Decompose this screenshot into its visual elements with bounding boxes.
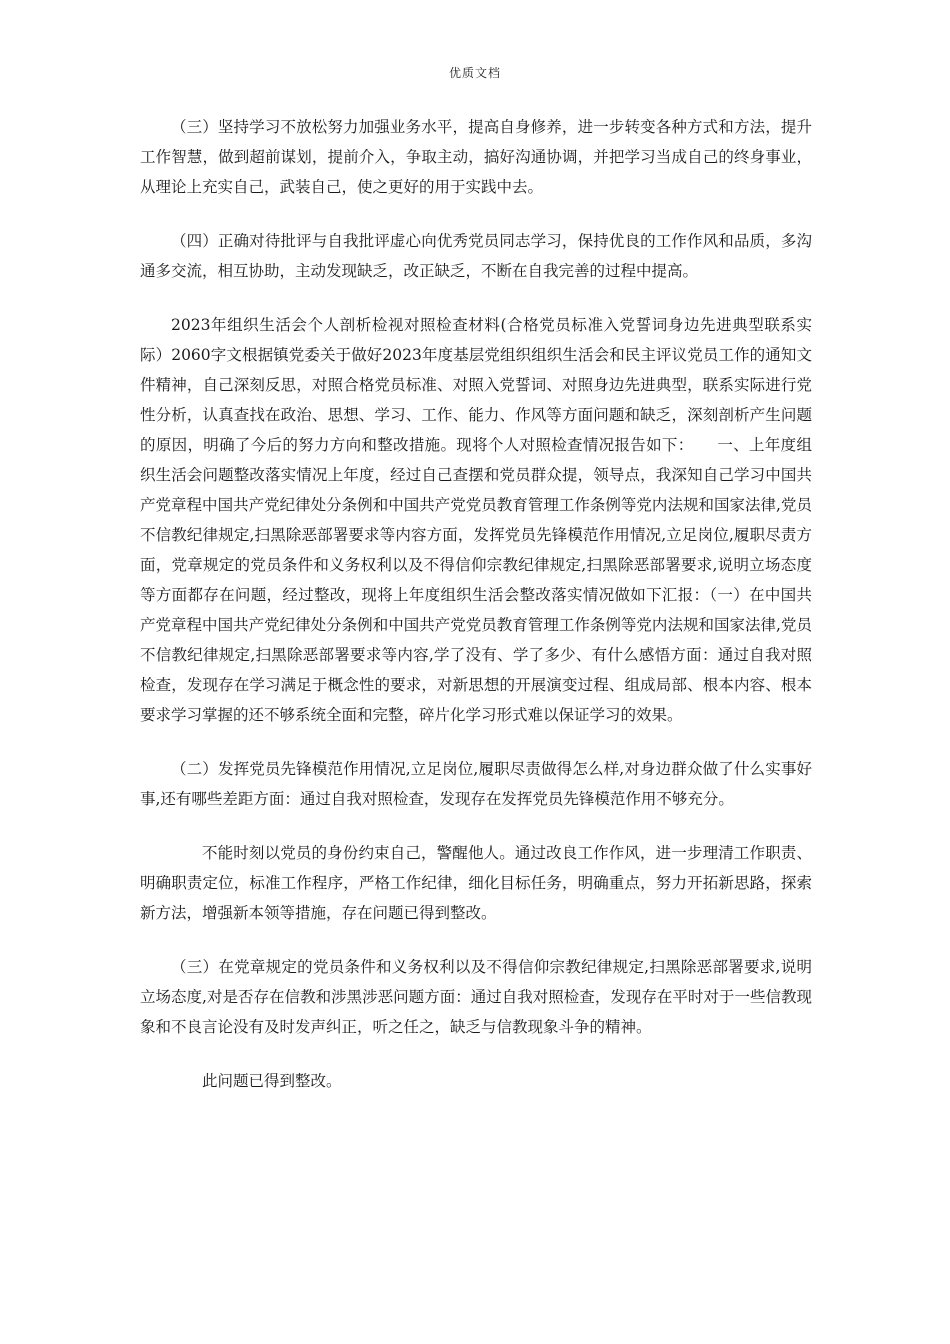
paragraph-study: （三）坚持学习不放松努力加强业务水平，提高自身修养，进一步转变各种方式和方法，提升工作智慧，做到超前谋划，提前介入，争取主动，搞好沟通协调，并把学习当成自己的终身事业，从理论上充实自己，武装自己，使之更好的用于实践中去。 (140, 118, 812, 196)
paragraph-rectification: 不能时刻以党员的身份约束自己，警醒他人。通过改良工作作风，进一步理清工作职责、明确职责定位，标准工作程序，严格工作纪律，细化目标任务，明确重点，努力开拓新思路，探索新方法，增强新本领等措施，存在问题已得到整改。 (140, 844, 812, 922)
page-header-title: 优质文档 (448, 66, 501, 80)
paragraph-pioneer-role: （二）发挥党员先锋模范作用情况,立足岗位,履职尽责做得怎么样,对身边群众做了什么实事好事,还有哪些差距方面：通过自我对照检查，发现存在发挥党员先锋模范作用不够充分。 (140, 760, 812, 808)
paragraph-religion-stance: （三）在党章规定的党员条件和义务权利以及不得信仰宗教纪律规定,扫黑除恶部署要求,说明立场态度,对是否存在信教和涉黑涉恶问题方面：通过自我对照检查，发现存在平时对于一些信教现象和不良言论没有及时发声纠正，听之任之，缺乏与信教现象斗争的精神。 (140, 958, 812, 1036)
paragraph-criticism: （四）正确对待批评与自我批评虚心向优秀党员同志学习，保持优良的工作作风和品质，多沟通多交流，相互协助，主动发现缺乏，改正缺乏，不断在自我完善的过程中提高。 (140, 232, 812, 280)
document-body (140, 112, 812, 1120)
paragraph-resolved: 此问题已得到整改。 (202, 1072, 342, 1090)
paragraph-report-main: 2023年组织生活会个人剖析检视对照检查材料(合格党员标准入党誓词身边先进典型联系实际）2060字文根据镇党委关于做好2023年度基层党组织组织生活会和民主评议党员工作的通知文件精神，自己深刻反思，对照合格党员标准、对照入党誓词、对照身边先进典型，联系实际进行党性分析，认真查找在政治、思想、学习、工作、能力、作风等方面问题和缺乏，深刻剖析产生问题的原因，明确了今后的努力方向和整改措施。现将个人对照检查情况报告如下： 一、上年度组织生活会问题整改落实情况上年度，经过自己查摆和党员群众提，领导点，我深知自己学习中国共产党章程中国共产党纪律处分条例和中国共产党党员教育管理工作条例等党内法规和国家法律,党员不信教纪律规定,扫黑除恶部署要求等内容方面，发挥党员先锋模范作用情况,立足岗位,履职尽责方面，党章规定的党员条件和义务权利以及不得信仰宗教纪律规定,扫黑除恶部署要求,说明立场态度等方面都存在问题，经过整改，现将上年度组织生活会整改落实情况做如下汇报：（一）在中国共产党章程中国共产党纪律处分条例和中国共产党党员教育管理工作条例等党内法规和国家法律,党员不信教纪律规定,扫黑除恶部署要求等内容,学了没有、学了多少、有什么感悟方面：通过自我对照检查，发现存在学习满足于概念性的要求，对新思想的开展演变过程、组成局部、根本内容、根本要求学习掌握的还不够系统全面和完整，碎片化学习形式难以保证学习的效果。 (140, 316, 812, 724)
